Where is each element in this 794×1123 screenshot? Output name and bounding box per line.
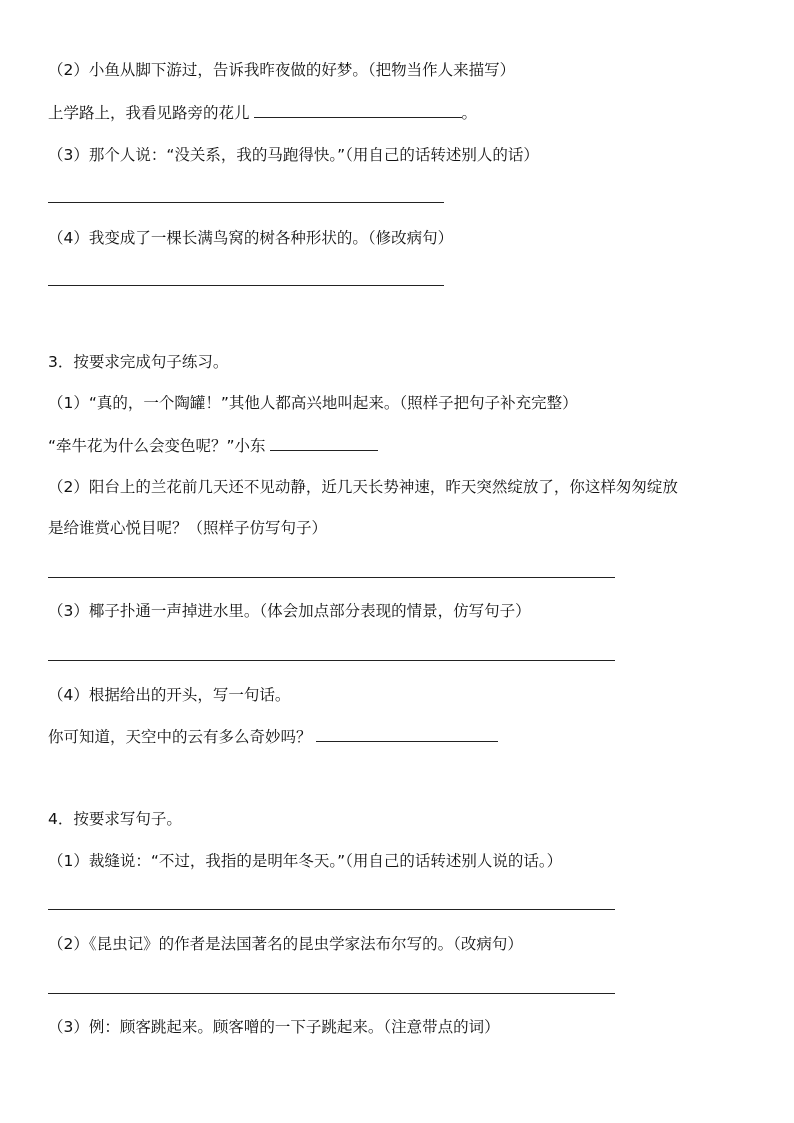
q3-item4-answer-blank[interactable]: [316, 727, 498, 742]
q2-item2-prompt: [48, 102, 477, 124]
q2-item3-answer-line[interactable]: [48, 202, 444, 203]
q2-item3-text: （3）那个人说：“没关系，我的马跑得快。”（用自己的话转述别人的话）: [48, 146, 539, 164]
q2-item4-text: （4）我变成了一棵长满鸟窝的树各种形状的。（修改病句）: [48, 229, 454, 247]
q3-item2-text-line1: （2）阳台上的兰花前几天还不见动静，近几天长势神速，昨天突然绽放了，你这样匆匆绽放: [48, 478, 678, 496]
q4-item2-text: （2）《昆虫记》的作者是法国著名的昆虫学家法布尔写的。（改病句）: [48, 935, 523, 953]
q4-heading: 4．按要求写句子。: [48, 810, 182, 828]
q2-item4-answer-line[interactable]: [48, 285, 444, 286]
q3-item1-prompt: [48, 435, 378, 457]
q3-item2-answer-line[interactable]: [48, 577, 615, 578]
q3-item3-text: （3）椰子扑通一声掉进水里。（体会加点部分表现的情景，仿写句子）: [48, 602, 531, 620]
q4-item1-text: （1）裁缝说：“不过，我指的是明年冬天。”（用自己的话转述别人说的话。）: [48, 852, 563, 870]
q2-item2-prompt-before: 上学路上，我看见路旁的花儿: [48, 104, 250, 122]
q3-item4-prompt: [48, 726, 498, 748]
q3-item3-answer-line[interactable]: [48, 660, 615, 661]
q3-item2-text-line2: 是给谁赏心悦目呢？（照样子仿写句子）: [48, 519, 328, 537]
q2-item2-answer-blank[interactable]: [254, 103, 462, 118]
q4-item2-answer-line[interactable]: [48, 993, 615, 994]
q3-item4-prompt-before: 你可知道，天空中的云有多么奇妙吗？: [48, 728, 312, 746]
q2-item2-text: （2）小鱼从脚下游过，告诉我昨夜做的好梦。（把物当作人来描写）: [48, 61, 516, 79]
q3-heading: 3．按要求完成句子练习。: [48, 353, 229, 371]
q3-item1-prompt-before: “牵牛花为什么会变色呢？”小东: [48, 437, 266, 455]
q4-item3-text: （3）例：顾客跳起来。顾客噌的一下子跳起来。（注意带点的词）: [48, 1018, 500, 1036]
q3-item1-text: （1）“真的，一个陶罐！”其他人都高兴地叫起来。（照样子把句子补充完整）: [48, 394, 578, 412]
q2-item2-prompt-after: 。: [461, 104, 478, 122]
q4-item1-answer-line[interactable]: [48, 909, 615, 910]
q3-item1-answer-blank[interactable]: [270, 436, 378, 451]
q3-item4-text: （4）根据给出的开头，写一句话。: [48, 686, 291, 704]
